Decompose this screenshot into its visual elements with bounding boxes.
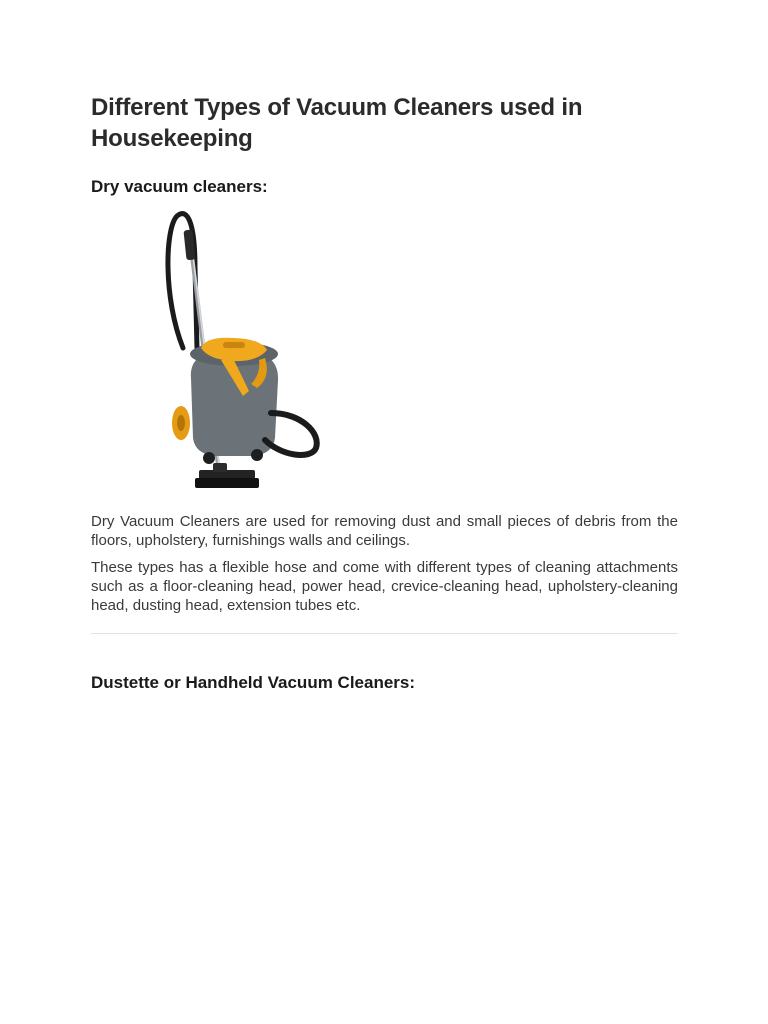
section-divider [91, 633, 678, 634]
section-heading-dry-vacuum: Dry vacuum cleaners: [91, 177, 268, 196]
vacuum-cleaner-illustration [161, 208, 321, 498]
section-heading-handheld-vacuum: Dustette or Handheld Vacuum Cleaners: [91, 673, 416, 692]
paragraph-dry-vacuum-attachments: These types has a flexible hose and come with different types of cleaning attachments such as a floor-cleaning head, power head, crevice-cleaning head, upholstery-cleaning head, dusting head, extension tubes etc. [91, 559, 678, 614]
vacuum-cleaner-image [161, 208, 321, 498]
paragraph-dry-vacuum-purpose: Dry Vacuum Cleaners are used for removing dust and small pieces of debris from the floors, upholstery, furnishings walls and ceilings. [91, 513, 678, 549]
page-title: Different Types of Vacuum Cleaners used in Housekeeping [91, 94, 583, 152]
article [91, 92, 678, 694]
